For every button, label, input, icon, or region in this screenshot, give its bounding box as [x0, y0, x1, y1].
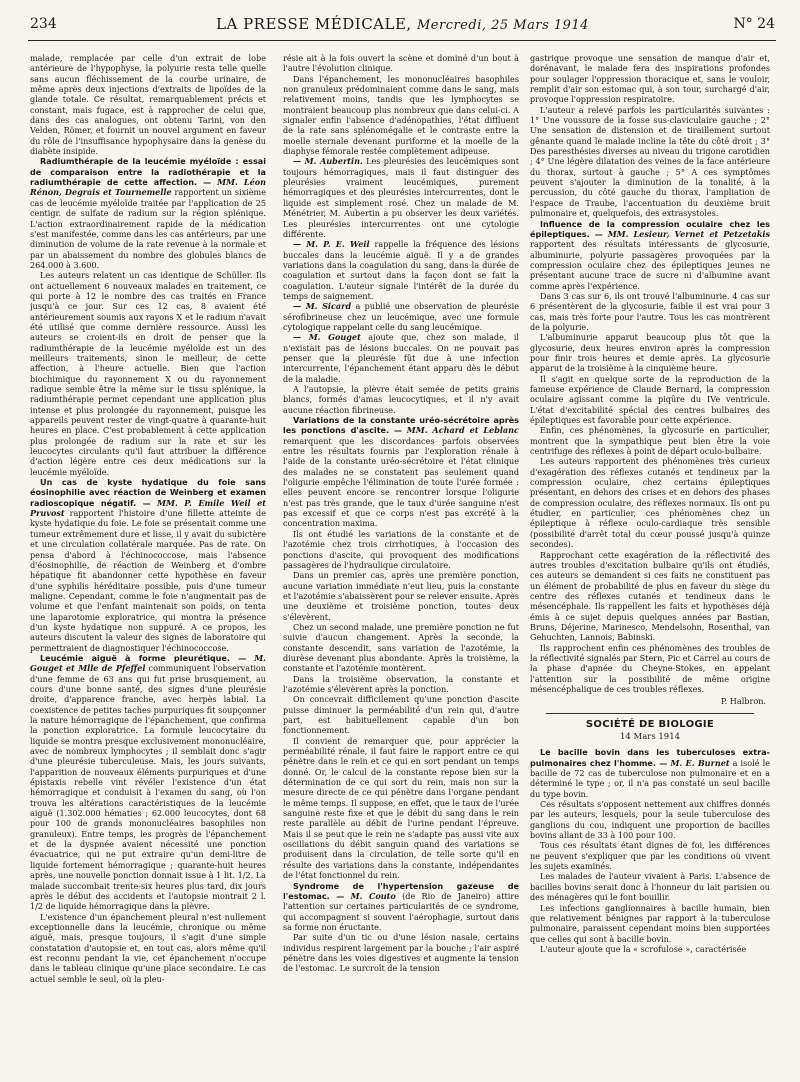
article-authors: MM. Lesieur, Vernet et Petzetakis	[607, 228, 770, 239]
paragraph: gastrique provoque une sensation de manque d'air et, dorénavant, le malade fera des inspirations profondes pour soulager l'oppression thoracique et, sans le vouloir, remplit d'air son estomac qui, à son tour, surchargé d'air, provoque l'oppression respiratoire.	[530, 53, 770, 105]
article-constante-ureo	[283, 415, 519, 529]
speaker-name: — M. P. E. Weil	[293, 239, 370, 250]
article-text: rapportent des résultats intéressants de glycosurie, albuminurie, polyurie passagères provoquées par la compression oculaire chez des épileptiques jeunes ne présentant aucune trace de sucre ni d'albumine avant comme après l'expérience.	[530, 239, 770, 291]
discussion-gouget	[283, 332, 519, 384]
paragraph: Il convient de remarquer que, pour apprécier la perméabilité rénale, il faut faire le rapport entre ce qui pénètre dans le rein et ce qui en sort pendant un temps donné. Or, le calcul de la constante repose bien sur la détermination de ce qui sort du rein, mais non sur la mesure directe de ce qui pénètre dans l'organe pendant le même temps. Il suppose, en effet, que le taux de l'urée sanguine reste fixe et que le débit du sang dans le rein reste parallèle au débit de l'urine pendant l'épreuve. Mais il se peut que le rein ne s'adapte pas aussi vite aux oscillations du débit sanguin quand des variations se produisent dans la circulation, de telle sorte qu'il en résulte des variations dans la constante, indépendantes de l'état fonctionnel du rein.	[283, 735, 519, 881]
article-authors: M. E. Burnet	[670, 757, 730, 768]
paragraph: Chez un second malade, une première ponction ne fut suivie d'aucun changement. Après la seconde, la constante descendit, sans variation de l'azotémie, la diurèse devenant plus abondante. Après la troisième, la constante et l'azotémie montèrent.	[283, 621, 519, 674]
article-hypertension-gazeuse	[283, 881, 519, 933]
article-authors: M. Gouget et Mlle de Pfeffel	[30, 652, 266, 674]
section-divider	[546, 713, 754, 714]
article-bacille-bovin	[530, 747, 770, 799]
article-authors: M. Couto	[350, 890, 396, 901]
article-text: remarquent que les discordances parfois observées entre les résultats fournis par l'exploration rénale à l'aide de la constante uréo-sécrétoire et l'état clinique des malades ne se constatent pas seulement quand l'oligurie empêche l'élimination de toute l'urée formée : elles peuvent encore se rencontrer lorsque l'oligurie n'est pas très grande, que le taux d'urée sanguine n'est pas excessif et que ce corps n'est pas excrété à la concentration maxima.	[283, 435, 519, 529]
header-rule	[28, 40, 776, 41]
paragraph: Les malades de l'auteur vivaient à Paris. L'absence de bacilles bovins serait donc à l'honneur du lait parisien ou des ménagères qui le font bouillir.	[530, 871, 770, 903]
reporter-signature: P. Halbron.	[720, 696, 766, 707]
paragraph: Les auteurs relatent un cas identique de Schüller. Ils ont actuellement 6 nouveaux malades en traitement, ce qui porte à 12 le nombre des cas traités en France jusqu'à ce jour. Sur ces 12 cas, 8 avaient été antérieurement soumis aux rayons X et le radium n'avait été utilisé que comme dernière ressource. Aussi les auteurs se croient-ils en droit de penser que la radiumthérapie de la leucémie myéloïde est un des meilleurs traitements, sinon le meilleur, de cette affection, à l'heure actuelle. Bien que l'action biochimique du rayonnement X ou du rayonnement radique semble être la même sur le tissu splénique, la radiumthérapie permet cependant une application plus intense et plus prolongée du rayonnement, puisque les appareils peuvent rester de vingt-quatre à quarante-huit heures en place. C'est probablement à cette application plus prolongée de radium sur la rate et sur les leucocytes circulants qu'il faut attribuer la différence d'action légère entre ces deux médications sur la leucémie myéloïde.	[30, 270, 266, 477]
paragraph: Dans la troisième observation, la constante et l'azotémie s'élevèrent après la ponction.	[283, 673, 519, 694]
speaker-name: — M. Aubertin.	[293, 156, 363, 167]
discussion-aubertin	[283, 156, 519, 239]
paragraph: Ils ont étudié les variations de la constante et de l'azotémie chez trois cirrhotiques, à l'occasion des ponctions d'ascite, qui provoquent des modifications passagères de l'hydraulique circulatoire.	[283, 528, 519, 570]
article-text: rapportent l'histoire d'une fillette atteinte de kyste hydatique du foie. Le foie se présentait comme une tumeur extrêmement dure et lisse, il y avait du subictère et une circulation collatérale marquée. Pas de rate. On pensa d'abord à l'échinococcose, mais l'absence d'éosinophilie, de réaction de Weinberg et d'ombre hépatique fit abandonner cette hypothèse en faveur d'une syphilis héréditaire possible, puis d'une tumeur maligne. Cependant, comme le foie n'augmentait pas de volume et que l'enfant maintenait son poids, on tenta une laparotomie exploratrice, qui montra la présence d'un kyste hydatique non suppuré. A ce propos, les auteurs discutent la valeur des signes de laboratoire qui permettraient de diagnostiquer l'échinococcose.	[30, 508, 266, 653]
paragraph: Enfin, ces phénomènes, la glycosurie en particulier, montrent que la sympathique peut bien être la voie centrifuge des réflexes à point de départ oculo-bulbaire.	[530, 425, 770, 457]
article-text: rapportent un sixième cas de leucémie myéloïde traitée par l'application de 25 centigr. de sulfate de radium sur la région splénique. L'action extraordinairement rapide de la médication s'est manifestée, comme dans les cas antérieurs, par une diminution de volume de la rate revenue à la normale et par un abaissement du nombre des globules blancs de 264.000 à 3.600.	[30, 187, 266, 270]
paragraph: Dans 3 cas sur 6, ils ont trouvé l'albuminurie. 4 cas sur 6 présentèrent de la glycosurie, faible il est vrai pour 3 cas, mais très forte pour l'autre. Tous les cas montrèrent de la polyurie.	[530, 290, 770, 332]
speaker-name: — M. Gouget	[293, 332, 361, 343]
paragraph: Rapprochant cette exagération de la réflectivité des autres troubles d'excitation bulbaire qu'ils ont étudiés, ces auteurs se demandent si ces faits ne constituent pas un élément de probabilité de plus en faveur du siège du centre des réflexes cutanés et tendineux dans le mésencéphale. Ils rappellent les faits et hypothèses déjà émis à ce sujet depuis quelques années par Bastian, Bruns, Déjerine, Marinesco, Mendelsohn, Rosenthal, van Gehuchten, Lannois, Babinski.	[530, 549, 770, 643]
speaker-name: — M. Sicard	[293, 301, 352, 312]
paragraph: malade, remplacée par celle d'un extrait de lobe antérieure de l'hypophyse, la polyurie resta telle quelle sans aucun fléchissement de la courbe urinaire, de même après deux injections d'extraits de lipoïdes de la glande totale. Ce résultat, remarquablement précis et constant, mais fugace, est à rapprocher de celui que, dans des cas analogues, ont obtenu Tarini, von den Velden, Römer, et fournit un nouvel argument en faveur du rôle de l'insuffisance hypophysaire dans la genèse du diabète insipide.	[30, 53, 266, 157]
discussion-sicard	[283, 301, 519, 332]
article-compression-oculaire	[530, 219, 770, 291]
paragraph: Par suite d'un tic ou d'une lésion nasale, certains individus respirent largement par la bouche ; l'air aspiré pénètre dans les voies digestives et augmente la tension de l'estomac. Le surcroît de la tension	[283, 932, 519, 974]
paragraph: Les infections ganglionnaires à bacille humain, bien que relativement bénignes par rapport à la tuberculose pulmonaire, paraissent cependant moins bien supportées que celles qui sont à bacille bovin.	[530, 902, 770, 944]
discussion-text: rappelle la fréquence des lésions buccales dans la leucémie aiguë. Il y a de grandes variations dans la coagulation du sang, dans la durée de coagulation et surtout dans la façon dont se fait la coagulation. L'auteur signale l'intérêt de la durée du temps de saignement.	[283, 239, 519, 301]
article-text: a isolé le bacille de 72 cas de tuberculose non pulmonaire et en a déterminé le type ; or, il n'a pas constaté un seul bacille du type bovin.	[530, 757, 770, 799]
column-1	[30, 53, 266, 1073]
column-2	[283, 53, 519, 1073]
paragraph: L'auteur a relevé parfois les particularités suivantes : 1° Une voussure de la fosse sus-claviculaire gauche ; 2° Une sensation de distension et de tiraillement surtout gênante quand le malade incline la tête du côté droit ; 3° Des paresthésies diverses au niveau du trigone carotidien ; 4° Une légère dilatation des veines de la face antérieure du thorax, surtout à gauche ; 5° A ces symptômes peuvent s'ajouter la diminution de la tonalité, à la percussion, du côté gauche du thorax, l'ampliation de l'espace de Traube, l'accentuation du deuxième bruit pulmonaire et, quelquefois, des extrasystoles.	[530, 104, 770, 219]
article-kyste-hydatique	[30, 477, 266, 653]
article-heading: Variations de la constante uréo-sécrétoire après les ponctions d'ascite. —	[283, 415, 519, 436]
discussion-text: ajoute que, chez son malade, il n'existait pas de lésions buccales. On ne pouvait pas penser que la pleurésie fût due à une infection intercurrente, l'épanchement étant apparu dès le début de la maladie.	[283, 332, 519, 384]
article-radiumtherapie	[30, 156, 266, 270]
journal-title: LA PRESSE MÉDICALE,	[216, 15, 412, 33]
article-authors: MM. Achard et Leblanc	[406, 425, 519, 436]
paragraph: Ils rapprochent enfin ces phénomènes des troubles de la réflectivité signalés par Stern, Pic et Carrel au cours de la phase d'apnée du Cheyne-Stokes, en appelant l'attention sur la possibilité de même origine mésencéphalique de ces troubles réflexes.	[530, 642, 770, 694]
paragraph: L'auteur ajoute que la « scrofulose », caractérisée	[540, 943, 747, 954]
paragraph: L'albuminurie apparut beaucoup plus tôt que la glycosurie, deux heures environ après la compression pour finir trois heures et demie après. La glycosurie apparut de la troisième à la cinquième heure.	[530, 332, 770, 374]
issue-number: N° 24	[733, 16, 775, 32]
society-date: 14 Mars 1914	[619, 732, 681, 742]
page-number: 234	[30, 16, 57, 32]
journal-title-line	[30, 15, 775, 33]
article-heading: Leucémie aiguë à forme pleurétique. —	[40, 652, 247, 663]
column-3	[530, 53, 770, 1073]
paragraph: Les auteurs rapportent des phénomènes très curieux d'exagération des réflexes cutanés et tendineux par la compression oculaire, chez certains épileptiques présentant, en dehors des crises et en dehors des phases de compression oculaire, des réflexes normaux. Ils ont pu étudier, en particulier, ces phénomènes chez un épileptique à réflexe oculo-cardiaque très sensible (possibilité d'arrêt total du cœur poussé jusqu'à quinze secondes).	[530, 456, 770, 550]
paragraph: résie ait à la fois ouvert la scène et dominé d'un bout à l'autre l'évolution clinique.	[283, 53, 519, 74]
paragraph: Dans l'épanchement, les mononucléaires basophiles non granuleux prédominaient comme dans le sang, mais relativement moins, tandis que les lymphocytes se montraient beaucoup plus nombreux que dans celui-ci. A signaler enfin l'absence d'adénopathies, l'état diffluent de la rate sans splénomégalie et le contraste entre la moelle sternale devenant puriforme et la moelle de la diaphyse fémorale restée complètement adipeuse.	[283, 73, 519, 157]
paragraph: A l'autopsie, la plèvre était semée de petits grains blancs, formés d'amas leucocytiques, et il n'y avait aucune réaction fibrineuse.	[283, 384, 519, 415]
article-heading: Influence de la compression oculaire chez les épileptiques. —	[530, 218, 770, 239]
discussion-text: Les pleurésies des leucémiques sont toujours hémorragiques, mais il faut distinguer des pleurésies vraiment leucémiques, purement hémorragiques et des pleurésies intercurrentes, dont le liquide est simplement rosé. Chez un malade de M. Ménétrier, M. Aubertin a pu observer les deux variétés. Les pleurésies intercurrentes ont une cytologie différente.	[283, 156, 519, 239]
article-leucemie-aigue	[30, 653, 266, 912]
discussion-weil	[283, 239, 519, 301]
article-authors: MM. Léon Rénon, Degrais et Tournemelle	[30, 177, 266, 198]
article-heading: Syndrome de l'hypertension gazeuse de l'estomac. —	[283, 880, 519, 901]
paragraph: L'existence d'un épanchement pleural n'est nullement exceptionnelle dans la leucémie, chronique ou même aiguë, mais, presque toujours, il s'agit d'une simple constatation d'autopsie et, en tout cas, alors même qu'il est reconnu pendant la vie, cet épanchement n'occupe dans le tableau clinique qu'une place secondaire. Le cas actuel semble le seul, où la pleu-	[30, 911, 266, 984]
article-text: communiquent l'observation d'une femme de 63 ans qui fut prise brusquement, au cours d'une bonne santé, des signes d'une pleurésie droite, d'apparence franche, avec herpès labial. La coexistence de petites taches purpuriques fit soupçonner la nature hémorragique de l'épanchement, que confirma la ponction exploratrice. La formule leucocytaire du liquide se montra presque exclusivement mononucléaire, avec de nombreux lymphocytes ; il semblait donc s'agir d'une pleurésie tuberculeuse. Mais, les jours suivants, l'apparition de nouveaux éléments purpuriques et d'une épistaxis rebelle vint révéler l'existence d'un état hémorragique et conduisit à l'examen du sang, où l'on trouva les altérations caractéristiques de la leucémie aiguë (1.302.000 hématies ; 62.000 leucocytes, dont 68 pour 100 de grands mononucléaires basophiles non granuleux). Entre temps, les progrès de l'épanchement et de la dyspnée avaient nécessité une ponction évacuatrice, qui ne put extraire qu'un demi-litre de liquide fortement hémorragique ; quarante-huit heures après, une nouvelle ponction donnait issue à 1 lit. 1/2. La malade succombait trente-six heures plus tard, dix jours après le début des accidents et l'autopsie montrait 2 l. 1/2 de liquide hémorragique dans la plèvre.	[30, 663, 266, 912]
issue-date: Mercredi, 25 Mars 1914	[416, 18, 589, 33]
paragraph: Dans un premier cas, après une première ponction, aucune variation immédiate n'eut lieu, puis la constante et l'azotémie s'abaissèrent pour se relever ensuite. Après une deuxième et troisième ponction, toutes deux s'élevèrent.	[283, 570, 519, 622]
paragraph: Il s'agit en quelque sorte de la reproduction de la fameuse expérience de Claude Bernard, la compression oculaire agissant comme la piqûre du IVe ventricule. L'état d'excitabilité spécial des centres bulbaires des épileptiques est favorable pour cette expérience.	[530, 373, 770, 426]
article-heading: Radiumthérapie de la leucémie myéloïde : essai de comparaison entre la radiothérapie et la radiumthérapie de cette affection. —	[30, 156, 266, 188]
discussion-text: a publié une observation de pleurésie sérofibrineuse chez un leucémique, avec une formule cytologique rappelant celle du sang leucémique.	[283, 301, 519, 332]
paragraph: Ces résultats s'opposent nettement aux chiffres donnés par les auteurs, lesquels, pour la seule tuberculose des ganglions du cou, indiquent une proportion de bacilles bovins allant de 33 à 100 pour 100.	[530, 799, 770, 841]
paragraph: Tous ces résultats étant dignes de foi, les différences ne peuvent s'expliquer que par les conditions où vivent les sujets examinés.	[530, 840, 770, 872]
page-header	[30, 14, 775, 38]
society-title: SOCIÉTÉ DE BIOLOGIE	[585, 718, 715, 730]
article-heading: Le bacille bovin dans les tuberculoses extra-pulmonaires chez l'homme. —	[530, 747, 770, 768]
paragraph: On concevrait difficilement qu'une ponction d'ascite puisse diminuer la perméabilité d'un rein qui, d'autre part, est habituellement capable d'un bon fonctionnement.	[283, 694, 519, 736]
article-heading: Un cas de kyste hydatique du foie sans éosinophilie avec réaction de Weinberg et examen radioscopique négatif. —	[30, 477, 266, 508]
article-authors: MM. P. Emile Weil et Pruvost	[30, 497, 266, 519]
article-text: (de Rio de Janeiro) attire l'attention sur certaines particularités de ce syndrome, qui accompagnent si souvent l'aérophagie, surtout dans sa forme non éructante.	[283, 890, 519, 932]
